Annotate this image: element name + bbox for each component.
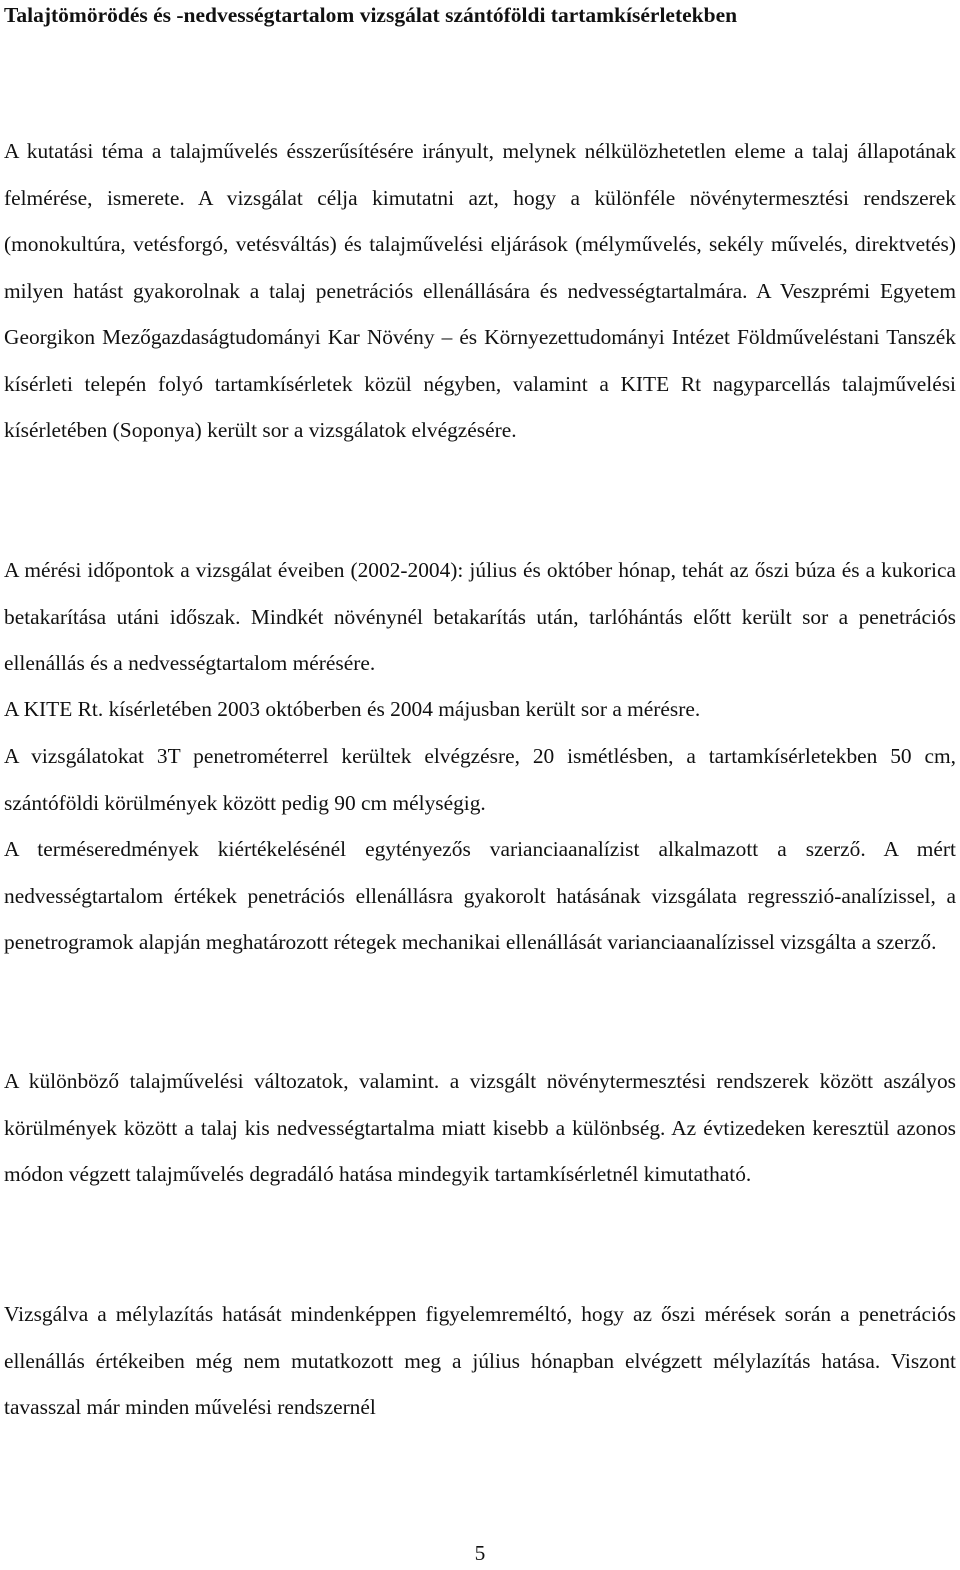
paragraph-kite-measurement: A KITE Rt. kísérletében 2003 októberben és 2004 májusban került sor a mérésre.: [4, 697, 701, 721]
paragraph-measurement-dates: A mérési időpontok a vizsgálat éveiben (2002-2004): július és október hónap, tehát az őszi búza és a kukorica betakarítása utáni időszak. Mindkét növénynél betakarítás után, tarlóhántás előtt került sor a penetrációs ellenállás és a nedvességtartalom mérésére.: [4, 558, 956, 675]
paragraph-research-aim: A kutatási téma a talajművelés ésszerűsítésére irányult, melynek nélkülözhetetlen eleme a talaj állapotának felmérése, ismerete. A vizsgálat célja kimutatni azt, hogy a különféle növénytermesztési rendszerek (monokultúra, vetésforgó, vetésváltás) és talajművelési eljárások (mélyművelés, sekély művelés, direktvetés) milyen hatást gyakorolnak a talaj penetrációs ellenállására és nedvességtartalmára. A Veszprémi Egyetem Georgikon Mezőgazdaságtudományi Kar Növény – és Környezettudományi Intézet Földműveléstani Tanszék kísérleti telepén folyó tartamkísérletek közül négyben, valamint a KITE Rt nagyparcellás talajművelési kísérletében (Soponya) került sor a vizsgálatok elvégzésére.: [4, 139, 956, 442]
paragraph-statistics: A terméseredmények kiértékelésénél egytényezős varianciaanalízist alkalmazott a szerző. A mért nedvességtartalom értékek penetrációs ellenállásra gyakorolt hatásának vizsgálata regresszió-analízissel, a penetrogramok alapján meghatározott rétegek mechanikai ellenállását varianciaanalízissel vizsgálta a szerző.: [4, 837, 956, 954]
paragraph-deep-loosening: Vizsgálva a mélylazítás hatását mindenképpen figyelemreméltó, hogy az őszi mérések során a penetrációs ellenállás értékeiben még nem mutatkozott meg a július hónapban elvégzett mélylazítás hatása. Viszont tavasszal már minden művelési rendszernél: [4, 1302, 956, 1419]
paragraph-penetrometer: A vizsgálatokat 3T penetrométerrel kerültek elvégzésre, 20 ismétlésben, a tartamkísérletekben 50 cm, szántóföldi körülmények között pedig 90 cm mélységig.: [4, 744, 956, 815]
paragraph-tillage-differences: A különböző talajművelési változatok, valamint. a vizsgált növénytermesztési rendszerek között aszályos körülmények között a talaj kis nedvességtartalma miatt kisebb a különbség. Az évtizedeken keresztül azonos módon végzett talajművelés degradáló hatása mindegyik tartamkísérletnél kimutatható.: [4, 1069, 956, 1186]
page-number: 5: [474, 1541, 486, 1565]
document-title: Talajtömörödés és -nedvességtartalom vizsgálat szántóföldi tartamkísérletekben: [4, 3, 738, 27]
